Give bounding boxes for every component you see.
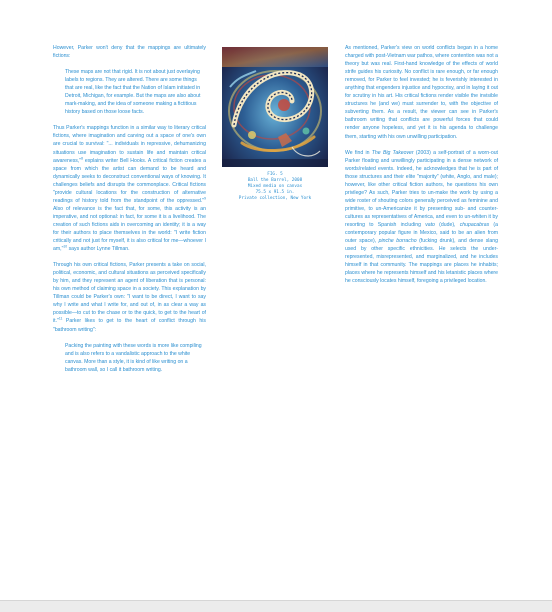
foreign-term: vato	[425, 221, 435, 228]
paragraph-text: Through his own critical fictions, Parker presents a take on social, political, economic, and cultural situations as perceived specifically by him, and they represent an agent of liberation that is personal: his own method of claiming space in a society. This explanation by Tillman could be Parker's own: "I want to be direct, I want to say why I write and what I write for, and out of, in as clear a way as possible—to cut to the chase or to the quick, to get to the heart of it."	[53, 262, 206, 325]
foreign-term: pinche borracho	[378, 238, 417, 245]
painting-image	[222, 47, 328, 167]
paragraph-text: says author Lynne Tillman.	[67, 246, 130, 253]
left-text-column	[53, 44, 206, 382]
paragraph-text: (fucking drunk), and dense slang used by other specific ethnicities. He selects the under-represented, misrepresented, and marginalized, and he includes himself in that community. The mappings are places he inhabits; places where he represents himself and his letanistic places where he consciously locates himself, foregoing a privileged location.	[345, 238, 498, 285]
paragraph-text: (2003) a self-portrait of a worn-out Parker floating and unwillingly participating in a dense network of words/related events. Indeed, he acknowledges that he is part of those structures and their elite "majority" (white, Anglo, and male); however, like other critical fiction authors, he questions his own privilege? As such, Parker tries to un-make the work by using a wide roster of shouting colors generally perceived as feminine and primitive, to un-Americanize it by presenting sub- and counter-cultures as representatives of America, and even to un-whiten it by resorting to Spanish including	[345, 149, 498, 228]
artwork-title: The Big Takeover	[371, 149, 414, 156]
footnote-marker: 8	[81, 155, 84, 160]
figure-collection: Private collection, New York	[238, 196, 312, 201]
paragraph-text: As mentioned, Parker's view on world conflicts began in a home charged with post-Vietnam war pathos, where contention was not a theory but was real. First-hand knowledge of the effects of world strife guides his curiosity. No conflict is rare enough, or far enough removed, for Parker to feel invested; he is feverishly interested in anything that engenders injustice and hypocrisy, and in laying it out for scrutiny in his art. His critical fictions render visible the invisible structures he (and we) must surrender to, with the objective of subverting them. As a result, the viewer can see in Parker's bathroom writing that conflicts are powerful forces that could render anyone hopeless, and yet it is his agenda to challenge them, starting with his own unwilling participation.	[345, 45, 498, 140]
quote-text: Packing the painting with these words is more like compiling and is also refers to a vandalistic approach to the white canvas. More than a style, it is kind of like writing on a bathroom wall, so I call it bathroom writing.	[65, 342, 202, 373]
paragraph	[345, 149, 498, 286]
quote-text: These maps are not that rigid. It is not about just overlaying labels to regions. They are altered. There are some things that are real, like the fact that the Nation of Islam initiated in Detroit, Michigan, for example. But the maps are also about mark-making, and the idea of someone making a fictitious history based on those loose facts.	[65, 69, 201, 116]
paragraph-text: Thus Parker's mappings function in a similar way to literary critical fictions, where imagination and carving out a space of one's own are crucial to survival: "... individuals in repressive, dehumanizing situations use imagination to sustain life and maintain critical awareness,"	[53, 125, 206, 164]
paragraph	[53, 261, 206, 333]
block-quote	[65, 68, 206, 116]
footnote-marker: 11	[58, 316, 63, 321]
figure	[222, 47, 328, 202]
figure-title: Ball the Barrel, 2008	[247, 178, 303, 183]
figure-medium: Mixed media on canvas	[247, 184, 303, 189]
figure-caption	[222, 172, 328, 202]
paragraph-text: We find in	[345, 149, 372, 156]
block-quote	[65, 342, 206, 374]
paragraph-text: Parker likes to get to the heart of conflict through his "bathroom writing":	[53, 318, 206, 333]
paragraph-text: explains writer Bell Hooks. A critical fiction creates a space from which the artist can demand to be heard and dynamically seeks to deconstruct conventional ways of knowing. It challenges beliefs and disrupts the commonplace. Critical fictions "provide cultural locations for the construction of alternative readings of history told from the standpoint of the oppressed."	[53, 157, 206, 204]
paragraph-text: (a contemporary popular figure in Mexico, said to be an alien from outer space),	[345, 221, 499, 245]
paragraph-text: (dude),	[434, 221, 460, 228]
paragraph-text: However, Parker won't deny that the mappings are ultimately fictions:	[53, 45, 206, 60]
footnote-marker: 10	[63, 244, 68, 249]
figure-size: 75.5 x 91.5 in.	[255, 190, 295, 195]
footnote-marker: 9	[204, 196, 206, 201]
paragraph	[53, 124, 206, 253]
paragraph	[345, 44, 498, 141]
foreign-term: chupacabras	[459, 221, 490, 228]
figure-label: FIG. 5	[267, 172, 283, 177]
paragraph	[53, 44, 206, 60]
right-text-column	[345, 44, 498, 293]
paragraph-text: Also of relevance is the fact that, for some, this activity is an imperative, and not optional: in fact, for some it is a livelihood. The creation of such fictions aids in overcoming an identity; it is a way for their authors to place themselves in the world: "I write fiction critically and not just for myself, it is also critical for me—whoever I am,"	[53, 205, 206, 253]
